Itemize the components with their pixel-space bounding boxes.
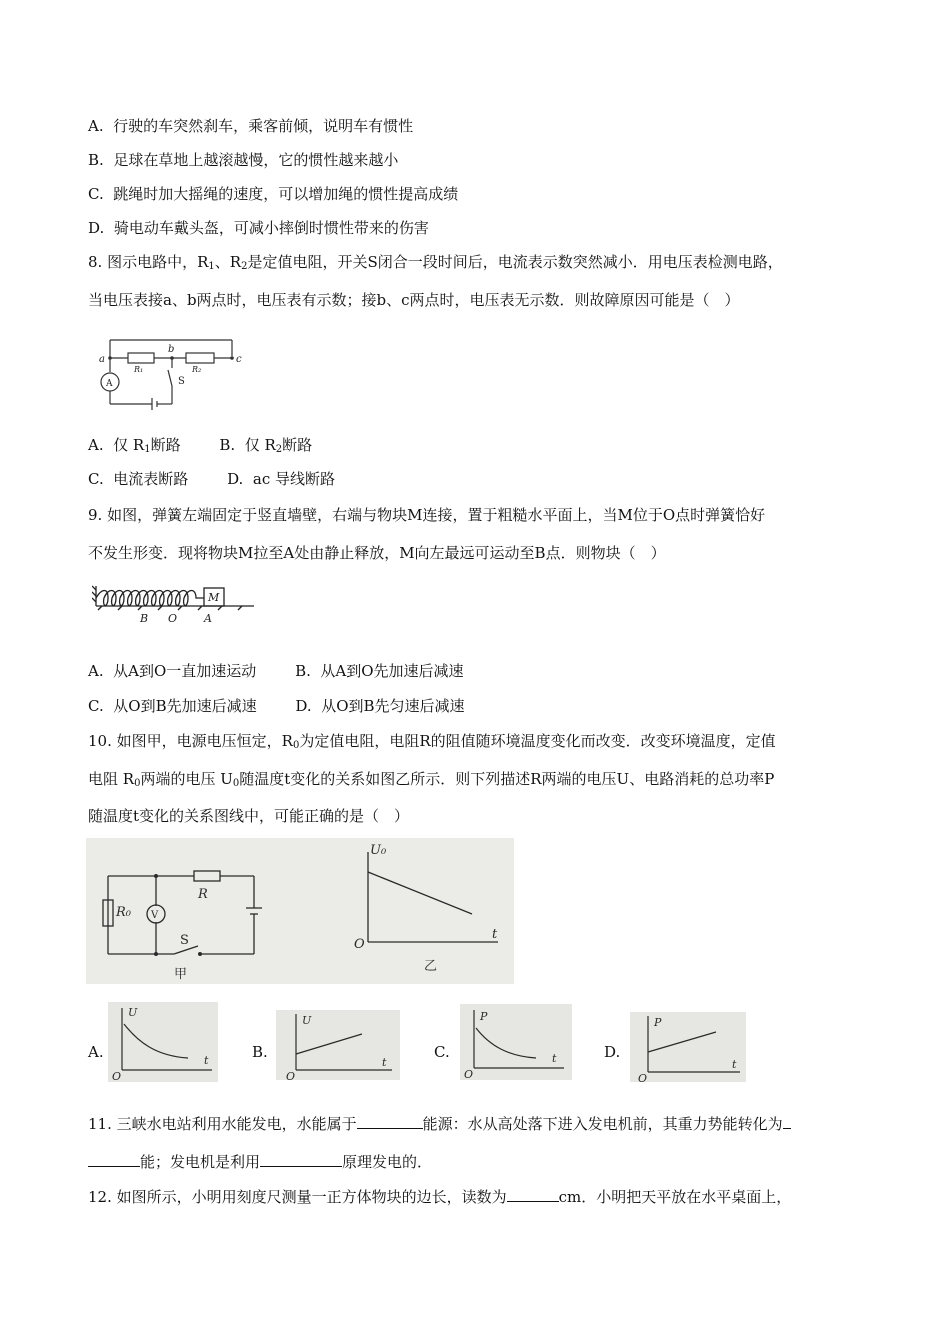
q11-blank-2b[interactable] <box>88 1152 140 1167</box>
q10-choice-d-origin: O <box>638 1072 648 1082</box>
q10-choice-b-origin: O <box>286 1070 296 1080</box>
q10-fig-label-yi: 乙 <box>424 959 438 974</box>
q10-fig-label-jia: 甲 <box>174 967 188 982</box>
q11-blank-2a[interactable] <box>783 1114 791 1129</box>
q7-option-b: B. 足球在草地上越滚越慢，它的惯性越来越小 <box>88 151 399 169</box>
q8-fig-label-a: a <box>99 354 105 365</box>
q11-blank-1[interactable] <box>357 1114 423 1129</box>
q7-option-a: A. 行驶的车突然刹车，乘客前倾，说明车有惯性 <box>88 117 414 135</box>
q10-fig-label-r0: R₀ <box>116 905 131 920</box>
q8-option-d: D. ac 导线断路 <box>227 470 335 488</box>
q10-fig-label-v: V <box>151 910 159 921</box>
q10-choice-b-x-label: t <box>382 1056 387 1069</box>
q9-fig-label-a: A <box>204 612 212 625</box>
q9-stem-line1: 9. 如图，弹簧左端固定于竖直墙壁，右端与物块M连接，置于粗糙水平面上，当M位于O点时弹簧恰好 <box>88 506 766 524</box>
q8-option-c: C. 电流表断路 <box>88 470 189 488</box>
q9-options-cd <box>88 696 465 716</box>
q10-choice-c-origin: O <box>464 1068 474 1080</box>
q10-choice-b-graph <box>276 1010 400 1080</box>
q9-option-b: B. 从A到O先加速后减速 <box>295 662 464 680</box>
q9-stem-line2: 不发生形变．现将物块M拉至A处由静止释放，M向左最远可运动至B点．则物块（ ） <box>88 544 666 562</box>
q12-blank-1[interactable] <box>507 1187 559 1202</box>
q10-choice-a-y-label: U <box>128 1006 138 1019</box>
q8-options-cd <box>88 469 335 489</box>
q10-choice-b-label: B. <box>252 1043 268 1061</box>
q8-stem-line1: 8. 图示电路中，$R_1$、$R_2$是定值电阻，开关S闭合一段时间后，电流表示数突然减小．用电压表检测电路， <box>88 253 783 272</box>
q10-choice-d-label: D. <box>604 1043 621 1061</box>
q8-fig-label-ammeter: A <box>106 379 113 389</box>
q10-fig-label-s: S <box>180 933 189 948</box>
q10-choice-c-y-label: P <box>480 1010 488 1023</box>
q9-option-c: C. 从O到B先加速后减速 <box>88 697 257 715</box>
q10-fig-label-r: R <box>198 887 208 902</box>
q10-stem-line1: 10. 如图甲，电源电压恒定，$R_0$为定值电阻，电阻R的阻值随环境温度变化而改变．改变环境温度，定值 <box>88 732 776 751</box>
q10-choice-d-y-label: P <box>654 1016 662 1029</box>
q8-option-a: A. 仅 $R_1$断路 <box>88 436 181 455</box>
q8-circuit-figure <box>90 334 250 410</box>
q10-choice-d-graph <box>630 1012 746 1082</box>
q10-choice-a-label: A. <box>88 1043 104 1061</box>
q10-choice-a-graph <box>108 1002 218 1082</box>
q11-blank-3[interactable] <box>260 1152 342 1167</box>
q10-choice-a-origin: O <box>112 1070 122 1082</box>
q11-line1: 11. 三峡水电站利用水能发电，水能属于 能源：水从高处落下进入发电机前，其重力势能转化为 <box>88 1114 791 1134</box>
q8-fig-label-s: S <box>178 376 185 387</box>
q10-fig-label-u0: U₀ <box>370 843 387 858</box>
q10-fig-label-o: O <box>354 937 365 952</box>
q9-options-ab <box>88 661 464 681</box>
q10-fig-label-t: t <box>492 927 498 942</box>
q8-fig-label-c: c <box>236 354 242 365</box>
q10-choice-c-graph <box>460 1004 572 1080</box>
q10-choice-c-label: C. <box>434 1043 450 1061</box>
q10-choice-d-x-label: t <box>732 1058 737 1071</box>
q10-stem-line2: 电阻 $R_0$两端的电压 $U_0$随温度t变化的关系如图乙所示．则下列描述R两端的电压U、电路消耗的总功率P <box>88 770 775 789</box>
q8-option-b: B. 仅 $R_2$断路 <box>219 436 313 455</box>
q12-line1: 12. 如图所示，小明用刻度尺测量一正方体物块的边长，读数为 cm．小明把天平放在水平桌面上， <box>88 1188 792 1206</box>
q9-fig-label-b: B <box>140 612 149 625</box>
q7-option-c: C. 跳绳时加大摇绳的速度，可以增加绳的惯性提高成绩 <box>88 185 459 203</box>
q8-fig-label-r1: R₁ <box>134 365 144 374</box>
q9-spring-figure <box>92 582 262 626</box>
q11-line2: 能；发电机是利用 原理发电的． <box>88 1152 432 1172</box>
q9-fig-label-o: O <box>168 612 178 625</box>
q10-choice-b-y-label: U <box>302 1014 312 1027</box>
q8-stem-line2: 当电压表接a、b两点时，电压表有示数；接b、c两点时，电压表无示数．则故障原因可能是（ ） <box>88 291 740 309</box>
q8-fig-label-r2: R₂ <box>192 365 202 374</box>
q9-option-a: A. 从A到O一直加速运动 <box>88 662 257 680</box>
q10-choice-c-x-label: t <box>552 1052 557 1065</box>
q10-stem-line3: 随温度t变化的关系图线中，可能正确的是（ ） <box>88 807 410 825</box>
q8-fig-label-b: b <box>168 344 175 355</box>
q9-option-d: D. 从O到B先匀速后减速 <box>295 697 465 715</box>
q10-choice-a-x-label: t <box>204 1054 209 1067</box>
q10-main-figure <box>86 838 514 984</box>
q9-fig-label-m: M <box>208 591 220 604</box>
q7-option-d: D. 骑电动车戴头盔，可减小摔倒时惯性带来的伤害 <box>88 219 429 237</box>
q8-options-ab <box>88 435 312 455</box>
